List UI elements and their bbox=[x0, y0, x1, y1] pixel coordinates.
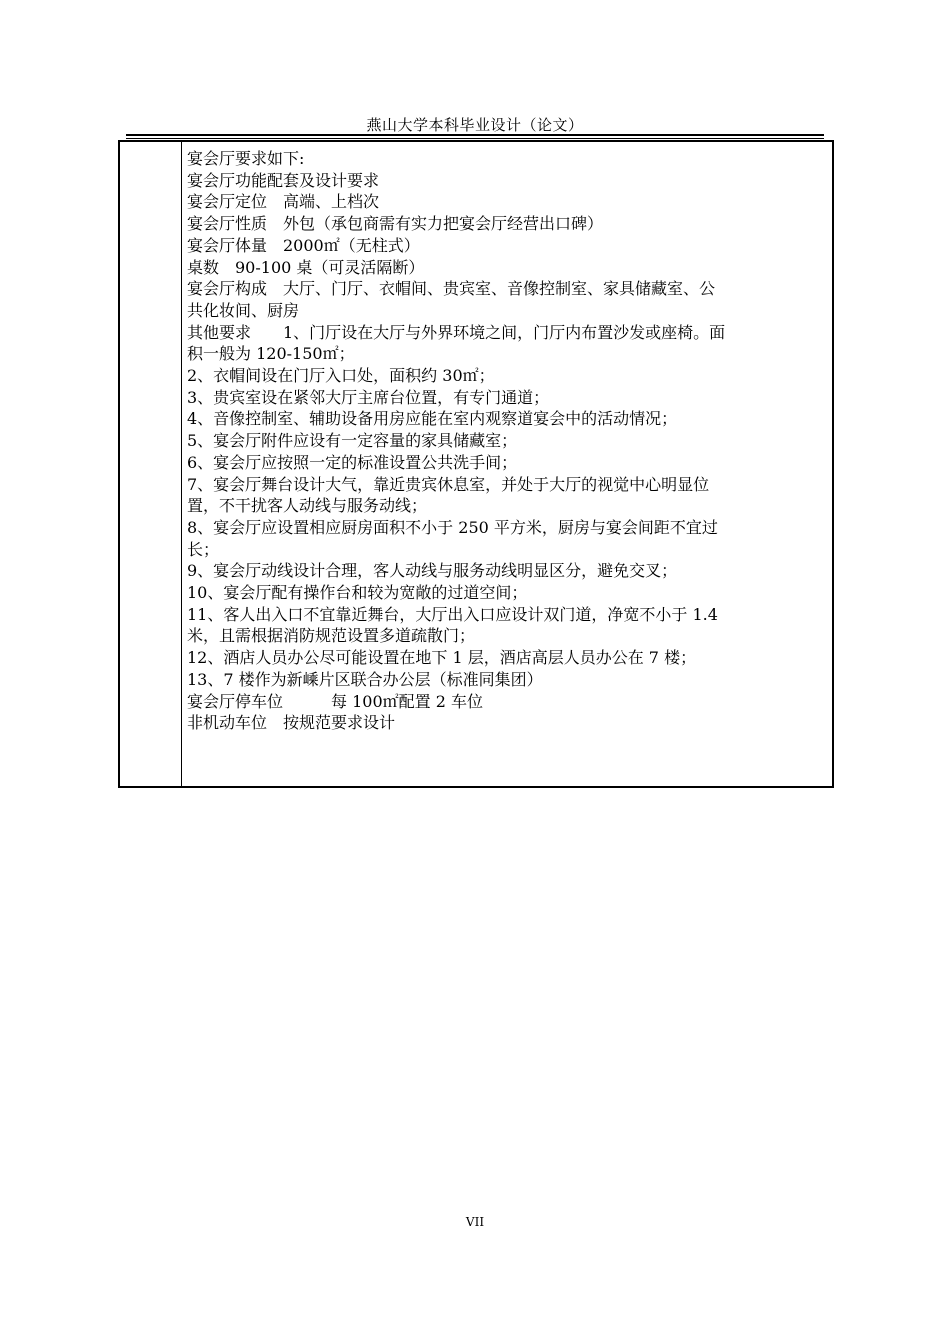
text-line: 米，且需根据消防规范设置多道疏散门； bbox=[187, 626, 476, 646]
requirements-table bbox=[118, 140, 834, 788]
table-left-cell bbox=[120, 142, 182, 786]
text-line: 9、宴会厅动线设计合理，客人动线与服务动线明显区分，避免交叉； bbox=[187, 561, 678, 581]
text-line: 4、音像控制室、辅助设备用房应能在室内观察道宴会中的活动情况； bbox=[187, 409, 678, 429]
table-content-cell bbox=[187, 148, 831, 734]
text-line: 宴会厅停车位 每 100㎡配置 2 车位 bbox=[187, 691, 483, 711]
text-line: 13、7 楼作为新嵊片区联合办公层（标准同集团） bbox=[187, 669, 543, 689]
text-line: 8、宴会厅应设置相应厨房面积不小于 250 平方米，厨房与宴会间距不宜过 bbox=[187, 517, 718, 537]
text-line: 2、衣帽间设在门厅入口处，面积约 30㎡； bbox=[187, 366, 495, 386]
text-line: 6、宴会厅应按照一定的标准设置公共洗手间； bbox=[187, 452, 518, 472]
text-line: 12、酒店人员办公尽可能设置在地下 1 层，酒店高层人员办公在 7 楼； bbox=[187, 648, 697, 668]
text-line: 宴会厅定位 高端、上档次 bbox=[187, 192, 380, 212]
text-line: 宴会厅性质 外包（承包商需有实力把宴会厅经营出口碑） bbox=[187, 214, 604, 234]
text-line: 11、客人出入口不宜靠近舞台，大厅出入口应设计双门道，净宽不小于 1.4 bbox=[187, 604, 718, 624]
header-rule-thin bbox=[126, 138, 824, 139]
text-line: 积一般为 120-150㎡； bbox=[187, 344, 355, 364]
text-line: 置，不干扰客人动线与服务动线； bbox=[187, 496, 428, 516]
text-line: 宴会厅要求如下: bbox=[187, 149, 305, 168]
text-line: 宴会厅构成 大厅、门厅、衣帽间、贵宾室、音像控制室、家具储藏室、公 bbox=[187, 279, 716, 299]
text-line: 长； bbox=[187, 539, 220, 559]
text-line: 其他要求 1、门厅设在大厅与外界环境之间，门厅内布置沙发或座椅。面 bbox=[187, 322, 726, 342]
text-line: 7、宴会厅舞台设计大气，靠近贵宾休息室，并处于大厅的视觉中心明显位 bbox=[187, 474, 710, 494]
text-line: 5、宴会厅附件应设有一定容量的家具储藏室； bbox=[187, 431, 518, 451]
text-line: 3、贵宾室设在紧邻大厅主席台位置，有专门通道； bbox=[187, 387, 550, 407]
text-line: 共化妆间、厨房 bbox=[187, 300, 300, 320]
text-line: 10、宴会厅配有操作台和较为宽敞的过道空间； bbox=[187, 583, 528, 603]
text-line: 非机动车位 按规范要求设计 bbox=[187, 713, 396, 733]
page-number: VII bbox=[465, 1215, 485, 1229]
text-line: 宴会厅功能配套及设计要求 bbox=[187, 170, 380, 190]
header-rule-thick bbox=[126, 134, 824, 136]
text-line: 桌数 90-100 桌（可灵活隔断） bbox=[187, 257, 425, 277]
page-header-title: 燕山大学本科毕业设计（论文） bbox=[366, 116, 584, 134]
text-line: 宴会厅体量 2000㎡（无柱式） bbox=[187, 235, 420, 255]
